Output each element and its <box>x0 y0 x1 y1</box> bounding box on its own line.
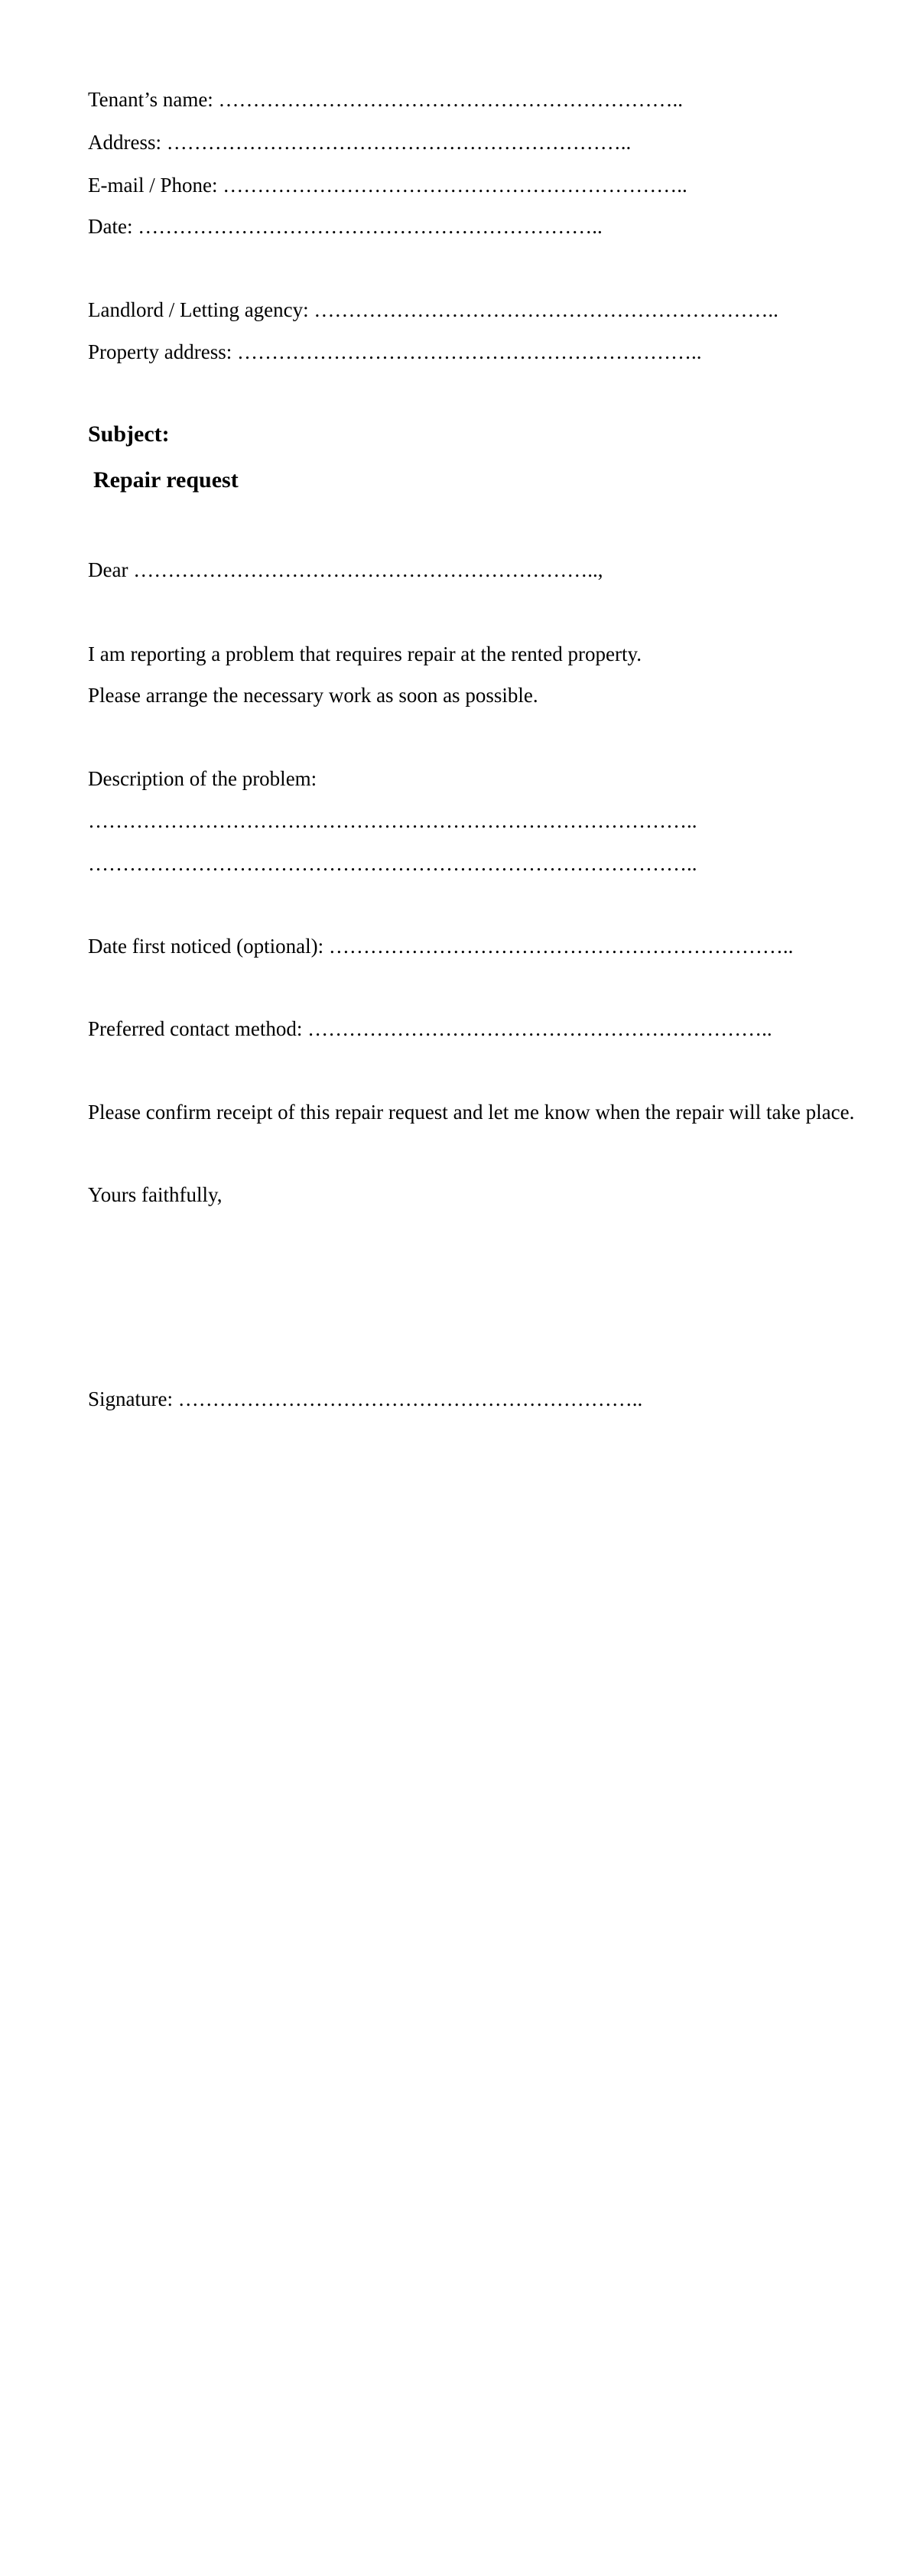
tenant-address-line: Address: ………………………………………………………….. <box>88 131 632 154</box>
salutation-line: Dear ………………………………………………………….., <box>88 558 603 581</box>
description-line-2: …………………………………………………………………………….. <box>88 852 697 875</box>
intro-paragraph-2: Please arrange the necessary work as soon as possible. <box>88 684 538 707</box>
tenant-contact-line: E-mail / Phone: ………………………………………………………….. <box>88 174 687 197</box>
intro-paragraph-1: I am reporting a problem that requires repair at the rented property. <box>88 642 642 665</box>
date-noticed-line: Date first noticed (optional): ………………………………………………………….. <box>88 935 794 958</box>
closing-phrase: Yours faithfully, <box>88 1183 223 1206</box>
description-label: Description of the problem: <box>88 767 317 790</box>
subject-value: Repair request <box>93 467 239 493</box>
subject-label: Subject: <box>88 421 170 447</box>
landlord-line: Landlord / Letting agency: ………………………………………………………….. <box>88 298 778 321</box>
signature-line: Signature: ………………………………………………………….. <box>88 1387 643 1410</box>
tenant-name-line: Tenant’s name: ………………………………………………………….. <box>88 88 684 111</box>
description-line-1: …………………………………………………………………………….. <box>88 809 697 832</box>
property-address-line: Property address: ………………………………………………………….. <box>88 340 702 363</box>
closing-request-paragraph: Please confirm receipt of this repair request and let me know when the repair will take place. <box>88 1101 855 1124</box>
letter-date-line: Date: ………………………………………………………….. <box>88 215 603 238</box>
contact-method-line: Preferred contact method: ………………………………………………………….. <box>88 1017 772 1040</box>
